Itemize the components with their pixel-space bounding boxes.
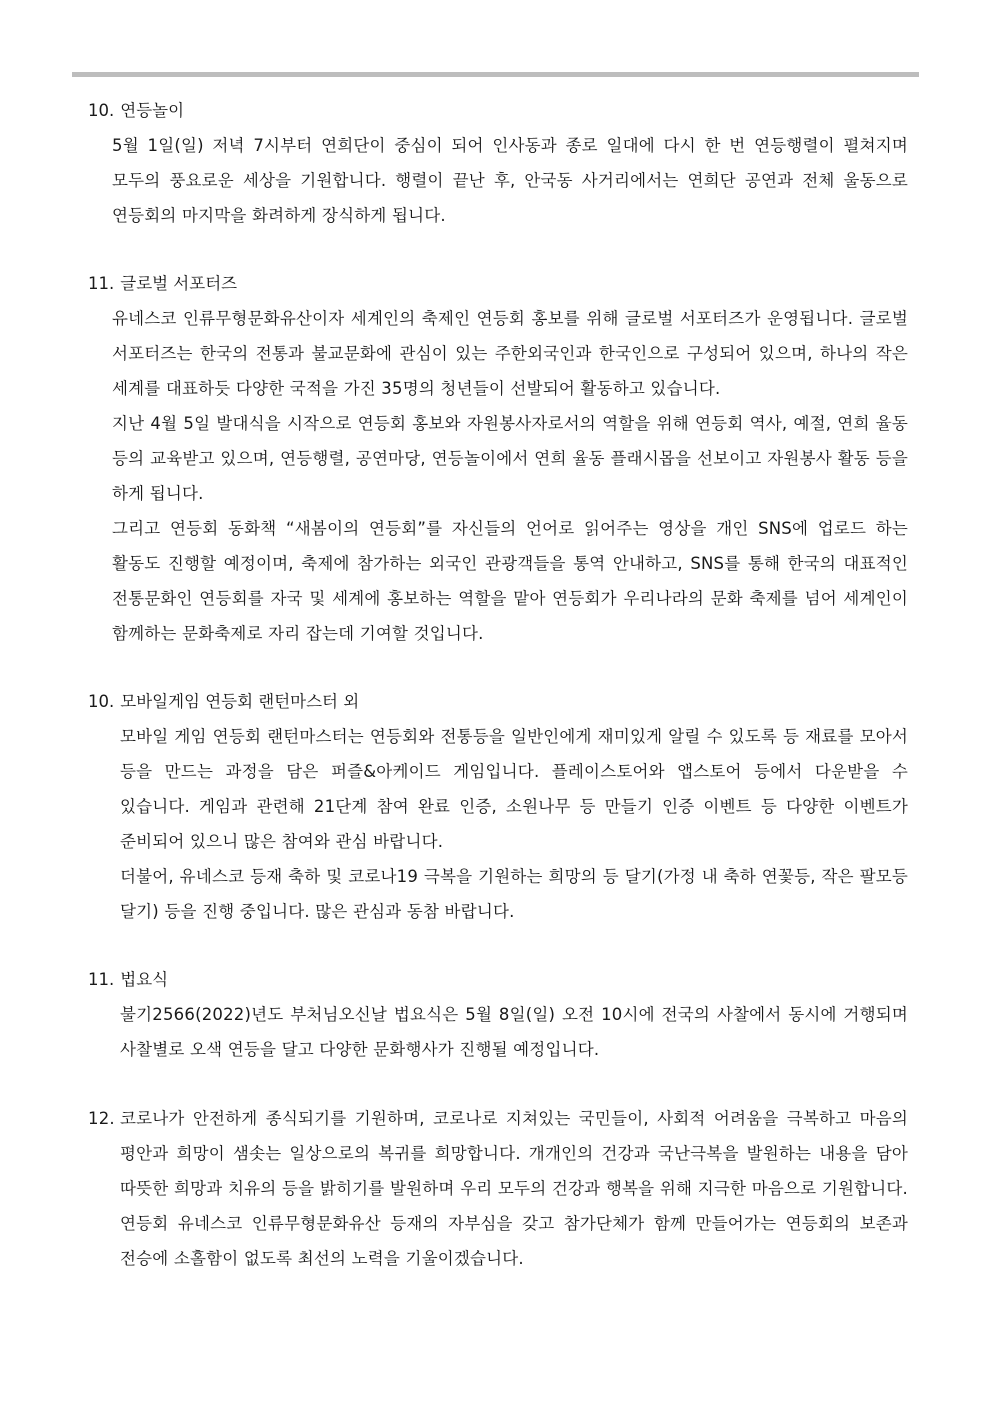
section-title: 법요식 <box>120 970 169 989</box>
closing-paragraph <box>88 1101 908 1276</box>
section-number: 11. <box>88 970 115 989</box>
section-title: 글로벌 서포터즈 <box>120 274 238 293</box>
paragraph: 모바일 게임 연등회 랜턴마스터는 연등회와 전통등을 일반인에게 재미있게 알릴 수 있도록 등 재료를 모아서 등을 만드는 과정을 담은 퍼즐&아케이드 게임입니다. 플레이스토어와 앱스토어 등에서 다운받을 수 있습니다. 게임과 관련해 21단계 참여 완료 인증, 소원나무 등 만들기 인증 이벤트 등 다양한 이벤트가 준비되어 있으니 많은 참여와 관심 바랍니다. <box>120 727 908 851</box>
top-rule <box>72 72 919 77</box>
paragraph-text: 코로나가 안전하게 종식되기를 기원하며, 코로나로 지쳐있는 국민들이, 사회적 어려움을 극복하고 마음의 평안과 희망이 샘솟는 일상으로의 복귀를 희망합니다. 개개인의 건강과 국난극복을 발원하는 내용을 담아 따뜻한 희망과 치유의 등을 밝히기를 발원하며 우리 모두의 건강과 행복을 위해 지극한 마음으로 기원합니다. 연등회 유네스코 인류무형문화유산 등재의 자부심을 갖고 참가단체가 함께 만들어가는 연등회의 보존과 전승에 소홀함이 없도록 최선의 노력을 기울이겠습니다. <box>120 1109 908 1268</box>
paragraph: 불기2566(2022)년도 부처님오신날 법요식은 5월 8일(일) 오전 10시에 전국의 사찰에서 동시에 거행되며 사찰별로 오색 연등을 달고 다양한 문화행사가 진행될 예정입니다. <box>120 1005 908 1059</box>
section-heading <box>88 685 908 719</box>
section-title: 모바일게임 연등회 랜턴마스터 외 <box>120 692 360 711</box>
paragraph: 지난 4월 5일 발대식을 시작으로 연등회 홍보와 자원봉사자로서의 역할을 위해 연등회 역사, 예절, 연희 율동 등의 교육받고 있으며, 연등행렬, 공연마당, 연등놀이에서 연희 율동 플래시몹을 선보이고 자원봉사 활동 등을 하게 됩니다. <box>112 414 908 503</box>
section-number: 10. <box>88 101 115 120</box>
section-mobile-game <box>88 685 908 929</box>
paragraph: 5월 1일(일) 저녁 7시부터 연희단이 중심이 되어 인사동과 종로 일대에 다시 한 번 연등행렬이 펼쳐지며 모두의 풍요로운 세상을 기원합니다. 행렬이 끝난 후, 안국동 사거리에서는 연희단 공연과 전체 울동으로 연등회의 마지막을 화려하게 장식하게 됩니다. <box>112 136 908 225</box>
paragraph: 더불어, 유네스코 등재 축하 및 코로나19 극복을 기원하는 희망의 등 달기(가정 내 축하 연꽃등, 작은 팔모등 달기) 등을 진행 중입니다. 많은 관심과 동참 바랍니다. <box>120 867 908 921</box>
section-number: 10. <box>88 692 115 711</box>
section-lantern-games <box>88 94 908 233</box>
section-title: 연등놀이 <box>120 101 185 120</box>
section-closing <box>88 1101 908 1276</box>
section-global-supporters <box>88 267 908 651</box>
section-heading <box>88 267 908 301</box>
paragraph: 그리고 연등회 동화책 “새봄이의 연등회”를 자신들의 언어로 읽어주는 영상을 개인 SNS에 업로드 하는 활동도 진행할 예정이며, 축제에 참가하는 외국인 관광객들을 통역 안내하고, SNS를 통해 한국의 대표적인 전통문화인 연등회를 자국 및 세계에 홍보하는 역할을 맡아 연등회가 우리나라의 문화 축제를 넘어 세계인이 함께하는 문화축제로 자리 잡는데 기여할 것입니다. <box>112 519 908 643</box>
document-body <box>88 94 908 1310</box>
section-dharma-ceremony <box>88 963 908 1067</box>
section-number: 11. <box>88 274 115 293</box>
section-number: 12. <box>88 1109 115 1128</box>
paragraph: 유네스코 인류무형문화유산이자 세계인의 축제인 연등회 홍보를 위해 글로벌 서포터즈가 운영됩니다. 글로벌 서포터즈는 한국의 전통과 불교문화에 관심이 있는 주한외국인과 한국인으로 구성되어 있으며, 하나의 작은 세계를 대표하듯 다양한 국적을 가진 35명의 청년들이 선발되어 활동하고 있습니다. <box>112 309 908 398</box>
section-heading <box>88 963 908 997</box>
section-heading <box>88 94 908 128</box>
